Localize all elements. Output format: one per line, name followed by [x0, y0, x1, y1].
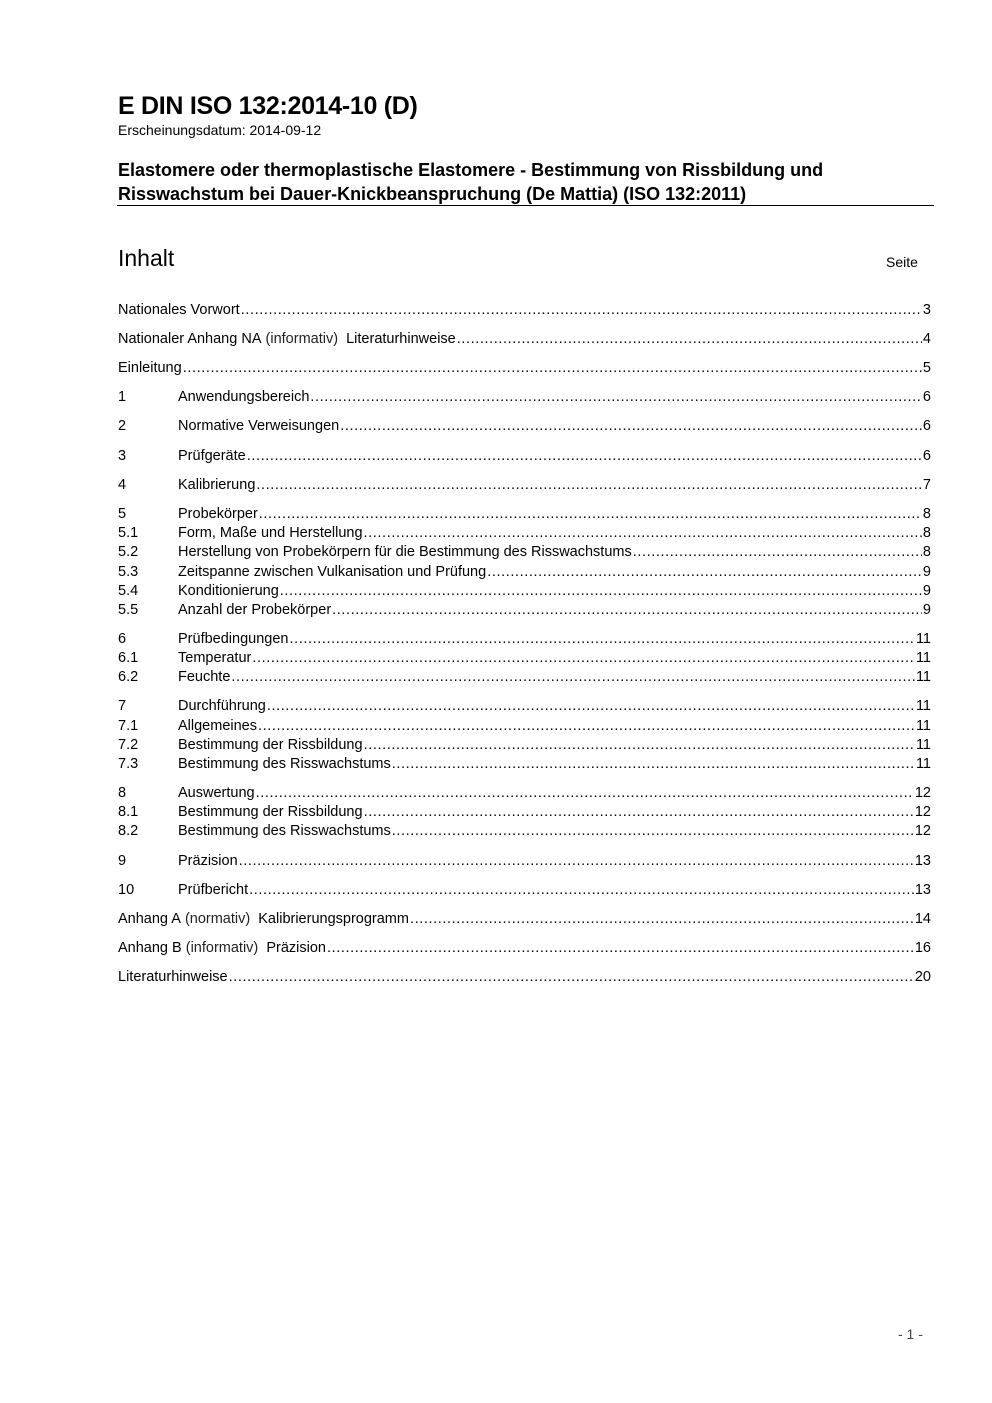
- title-line-1: Elastomere oder thermoplastische Elastomere - Bestimmung von Rissbildung und: [118, 160, 824, 180]
- toc-entry-title: Bestimmung des Risswachstums: [178, 823, 391, 839]
- toc-entry-title: Prüfgeräte: [178, 448, 246, 464]
- toc-entry-title: Prüfbedingungen: [178, 631, 289, 647]
- toc-entry-page: 8: [922, 506, 931, 522]
- publication-date: Erscheinungsdatum: 2014-09-12: [118, 122, 322, 138]
- toc-entry[interactable]: [118, 755, 931, 774]
- toc-entry-title: Herstellung von Probekörpern für die Bestimmung des Risswachstums: [178, 544, 632, 560]
- toc-entry-title: Literaturhinweise: [118, 969, 228, 985]
- toc-entry-title: Bestimmung der Rissbildung: [178, 737, 363, 753]
- toc-leader-dots: [310, 388, 922, 407]
- toc-entry[interactable]: [118, 359, 931, 378]
- toc-entry[interactable]: [118, 582, 931, 601]
- toc-leader-dots: [364, 736, 915, 755]
- toc-entry[interactable]: [118, 505, 931, 524]
- toc-entry-title: Zeitspanne zwischen Vulkanisation und Prüfung: [178, 564, 487, 580]
- toc-entry-page: 16: [914, 940, 931, 956]
- toc-leader-dots: [392, 755, 915, 774]
- toc-entry[interactable]: [118, 717, 931, 736]
- toc-entry-title: Präzision: [178, 853, 238, 869]
- toc-entry-annex-type: (normativ): [184, 911, 251, 927]
- toc-entry-title: Kalibrierung: [178, 477, 256, 493]
- toc-leader-dots: [289, 630, 914, 649]
- document-id: E DIN ISO 132:2014-10 (D): [118, 92, 418, 120]
- toc-entry-page: 11: [915, 669, 931, 685]
- title-underline: [117, 205, 934, 206]
- toc-entry-number: 8.1: [118, 804, 139, 820]
- toc-entry-page: 6: [922, 448, 931, 464]
- toc-entry[interactable]: [118, 939, 931, 958]
- toc-entry-title: Prüfbericht: [178, 882, 249, 898]
- toc-entry[interactable]: [118, 736, 931, 755]
- toc-entry[interactable]: [118, 968, 931, 987]
- toc-entry-page: 14: [914, 911, 931, 927]
- toc-entry-page: 20: [914, 969, 931, 985]
- toc-entry[interactable]: [118, 649, 931, 668]
- toc-entry[interactable]: [118, 388, 931, 407]
- toc-entry-number: 8: [118, 785, 127, 801]
- toc-entry-title: Anzahl der Probekörper: [178, 602, 332, 618]
- toc-entry[interactable]: [118, 601, 931, 620]
- toc-entry[interactable]: [118, 668, 931, 687]
- toc-entry[interactable]: [118, 543, 931, 562]
- toc-leader-dots: [392, 822, 914, 841]
- toc-entry-page: 4: [922, 331, 931, 347]
- toc-leader-dots: [241, 301, 922, 320]
- toc-entry-title: Probekörper: [178, 506, 258, 522]
- toc-leader-dots: [247, 447, 922, 466]
- toc-entry[interactable]: [118, 822, 931, 841]
- toc-entry-number: 6.2: [118, 669, 139, 685]
- toc-entry-number: 4: [118, 477, 127, 493]
- toc-entry-number: 5: [118, 506, 127, 522]
- toc-entry[interactable]: [118, 803, 931, 822]
- toc-entry-title: Allgemeines: [178, 718, 257, 734]
- toc-entry-page: 7: [922, 477, 931, 493]
- toc-leader-dots: [280, 582, 922, 601]
- toc-entry-title: Durchführung: [178, 698, 266, 714]
- toc-entry-number: 3: [118, 448, 127, 464]
- toc-leader-dots: [252, 649, 915, 668]
- toc-leader-dots: [231, 668, 915, 687]
- toc-leader-dots: [487, 563, 922, 582]
- toc-entry-title: Bestimmung der Rissbildung: [178, 804, 363, 820]
- toc-entry-title: Auswertung: [178, 785, 255, 801]
- toc-leader-dots: [259, 505, 922, 524]
- toc-leader-dots: [327, 939, 914, 958]
- toc-entry-number: 5.5: [118, 602, 139, 618]
- toc-entry-annex-title: Präzision: [266, 940, 326, 956]
- toc-leader-dots: [256, 784, 914, 803]
- toc-entry-number: 1: [118, 389, 127, 405]
- toc-entry-page: 6: [922, 389, 931, 405]
- toc-entry-number: 6: [118, 631, 127, 647]
- toc-entry-page: 11: [915, 756, 931, 772]
- toc-entry[interactable]: [118, 630, 931, 649]
- toc-heading: Inhalt: [118, 245, 175, 271]
- toc-leader-dots: [256, 476, 922, 495]
- toc-entry-page: 13: [914, 882, 931, 898]
- toc-entry-page: 9: [922, 602, 931, 618]
- toc-entry-page: 12: [914, 785, 931, 801]
- toc-entry-title: Bestimmung des Risswachstums: [178, 756, 391, 772]
- toc-entry[interactable]: [118, 476, 931, 495]
- toc-entry-annex-type: (informativ): [265, 331, 339, 347]
- toc-entry-title: Feuchte: [178, 669, 231, 685]
- toc-entry-page: 8: [922, 544, 931, 560]
- toc-leader-dots: [239, 852, 914, 871]
- toc-entry-title: Form, Maße und Herstellung: [178, 525, 363, 541]
- toc-entry-number: 9: [118, 853, 127, 869]
- toc-leader-dots: [249, 881, 914, 900]
- toc-entry[interactable]: [118, 417, 931, 436]
- toc-entry-page: 11: [915, 650, 931, 666]
- toc-entry-title: Konditionierung: [178, 583, 279, 599]
- toc-entry-number: 7.3: [118, 756, 139, 772]
- toc-entry-number: 8.2: [118, 823, 139, 839]
- toc-entry-page: 12: [914, 804, 931, 820]
- toc-entry-title: Nationaler Anhang NA: [118, 331, 262, 347]
- toc-entry[interactable]: [118, 447, 931, 466]
- toc-leader-dots: [229, 968, 914, 987]
- toc-entry-annex-title: Literaturhinweise: [346, 331, 456, 347]
- toc-entry-number: 5.1: [118, 525, 139, 541]
- toc-entry-title: Anhang B: [118, 940, 182, 956]
- toc-entry-page: 11: [915, 698, 931, 714]
- toc-entry-page: 11: [915, 631, 931, 647]
- toc-leader-dots: [267, 697, 915, 716]
- toc-entry-page: 12: [914, 823, 931, 839]
- toc-entry-page: 8: [922, 525, 931, 541]
- toc-entry-page: 3: [922, 302, 931, 318]
- toc-entry-annex-title: Kalibrierungsprogramm: [258, 911, 409, 927]
- toc-entry[interactable]: [118, 524, 931, 543]
- page-number: - 1 -: [898, 1326, 923, 1342]
- toc-entry[interactable]: [118, 852, 931, 871]
- toc-entry[interactable]: [118, 784, 931, 803]
- toc-entry-page: 11: [915, 737, 931, 753]
- toc-entry-title: Temperatur: [178, 650, 252, 666]
- toc-entry[interactable]: [118, 697, 931, 716]
- toc-entry-title: Normative Verweisungen: [178, 418, 340, 434]
- toc-leader-dots: [410, 910, 914, 929]
- toc-entry-number: 7.1: [118, 718, 139, 734]
- toc-entry-title: Nationales Vorwort: [118, 302, 240, 318]
- toc-entry[interactable]: [118, 330, 931, 349]
- toc-entry-number: 5.4: [118, 583, 139, 599]
- toc-leader-dots: [340, 417, 922, 436]
- toc-leader-dots: [633, 543, 922, 562]
- toc-entry-page: 9: [922, 583, 931, 599]
- toc-leader-dots: [457, 330, 922, 349]
- toc-entry[interactable]: [118, 563, 931, 582]
- toc-leader-dots: [183, 359, 922, 378]
- toc-leader-dots: [364, 524, 922, 543]
- toc-entry[interactable]: [118, 301, 931, 320]
- toc-entry-number: 5.2: [118, 544, 139, 560]
- toc-entry-number: 2: [118, 418, 127, 434]
- toc-entry-number: 5.3: [118, 564, 139, 580]
- toc-leader-dots: [332, 601, 922, 620]
- toc-entry-page: 5: [922, 360, 931, 376]
- toc-entry-number: 6.1: [118, 650, 139, 666]
- toc-page-heading: Seite: [886, 254, 918, 270]
- toc-leader-dots: [258, 717, 915, 736]
- toc-entry[interactable]: [118, 910, 931, 929]
- document-title: [118, 158, 933, 206]
- toc-leader-dots: [364, 803, 914, 822]
- toc-entry-title: Einleitung: [118, 360, 182, 376]
- toc-entry-number: 10: [118, 882, 135, 898]
- toc-entry-title: Anhang A: [118, 911, 181, 927]
- toc-entry-page: 9: [922, 564, 931, 580]
- toc-entry-page: 6: [922, 418, 931, 434]
- toc-entry-page: 11: [915, 718, 931, 734]
- toc-entry[interactable]: [118, 881, 931, 900]
- toc-entry-number: 7.2: [118, 737, 139, 753]
- toc-entry-title: Anwendungsbereich: [178, 389, 310, 405]
- toc-entry-page: 13: [914, 853, 931, 869]
- toc-entry-number: 7: [118, 698, 127, 714]
- toc-entry-annex-type: (informativ): [185, 940, 259, 956]
- title-line-2: Risswachstum bei Dauer-Knickbeanspruchung (De Mattia) (ISO 132:2011): [118, 184, 747, 204]
